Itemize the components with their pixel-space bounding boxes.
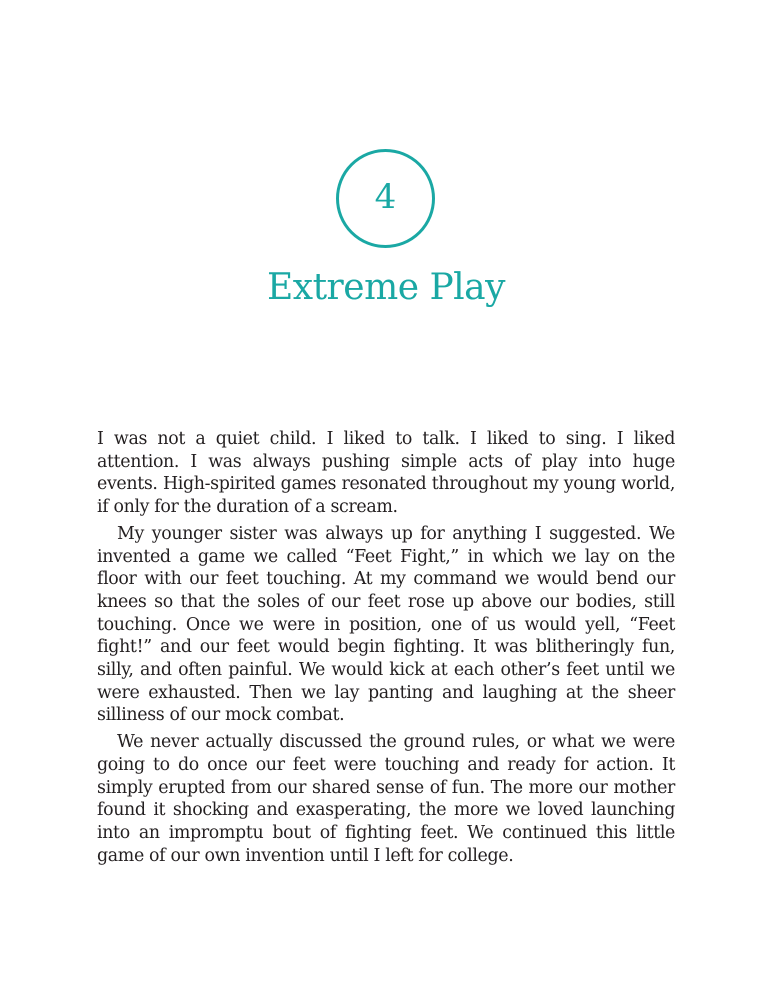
paragraph: I was not a quiet child. I liked to talk. I liked to sing. I liked attention. I was always pushing simple acts of play into huge events. High-spirited games resonated throughout my young world, if only for the duration of a scream. [97,429,675,518]
chapter-body [97,428,675,867]
chapter-number-circle [336,149,435,248]
chapter-number: 4 [374,176,397,217]
chapter-title: Extreme Play [267,267,505,308]
paragraph: We never actually discussed the ground rules, or what we were going to do once our feet were touching and ready for action. It simply erupted from our shared sense of fun. The more our mother found it shocking and exasperating, the more we loved launching into an impromptu bout of fighting feet. We continued this little game of our own invention until I left for college. [97,732,675,866]
paragraph: My younger sister was always up for anything I suggested. We invented a game we called “Feet Fight,” in which we lay on the floor with our feet touching. At my command we would bend our knees so that the soles of our feet rose up above our bodies, still touching. Once we were in position, one of us would yell, “Feet fight!” and our feet would begin fighting. It was blitheringly fun, silly, and often painful. We would kick at each other’s feet until we were exhausted. Then we lay panting and laughing at the sheer silliness of our mock combat. [97,523,675,726]
